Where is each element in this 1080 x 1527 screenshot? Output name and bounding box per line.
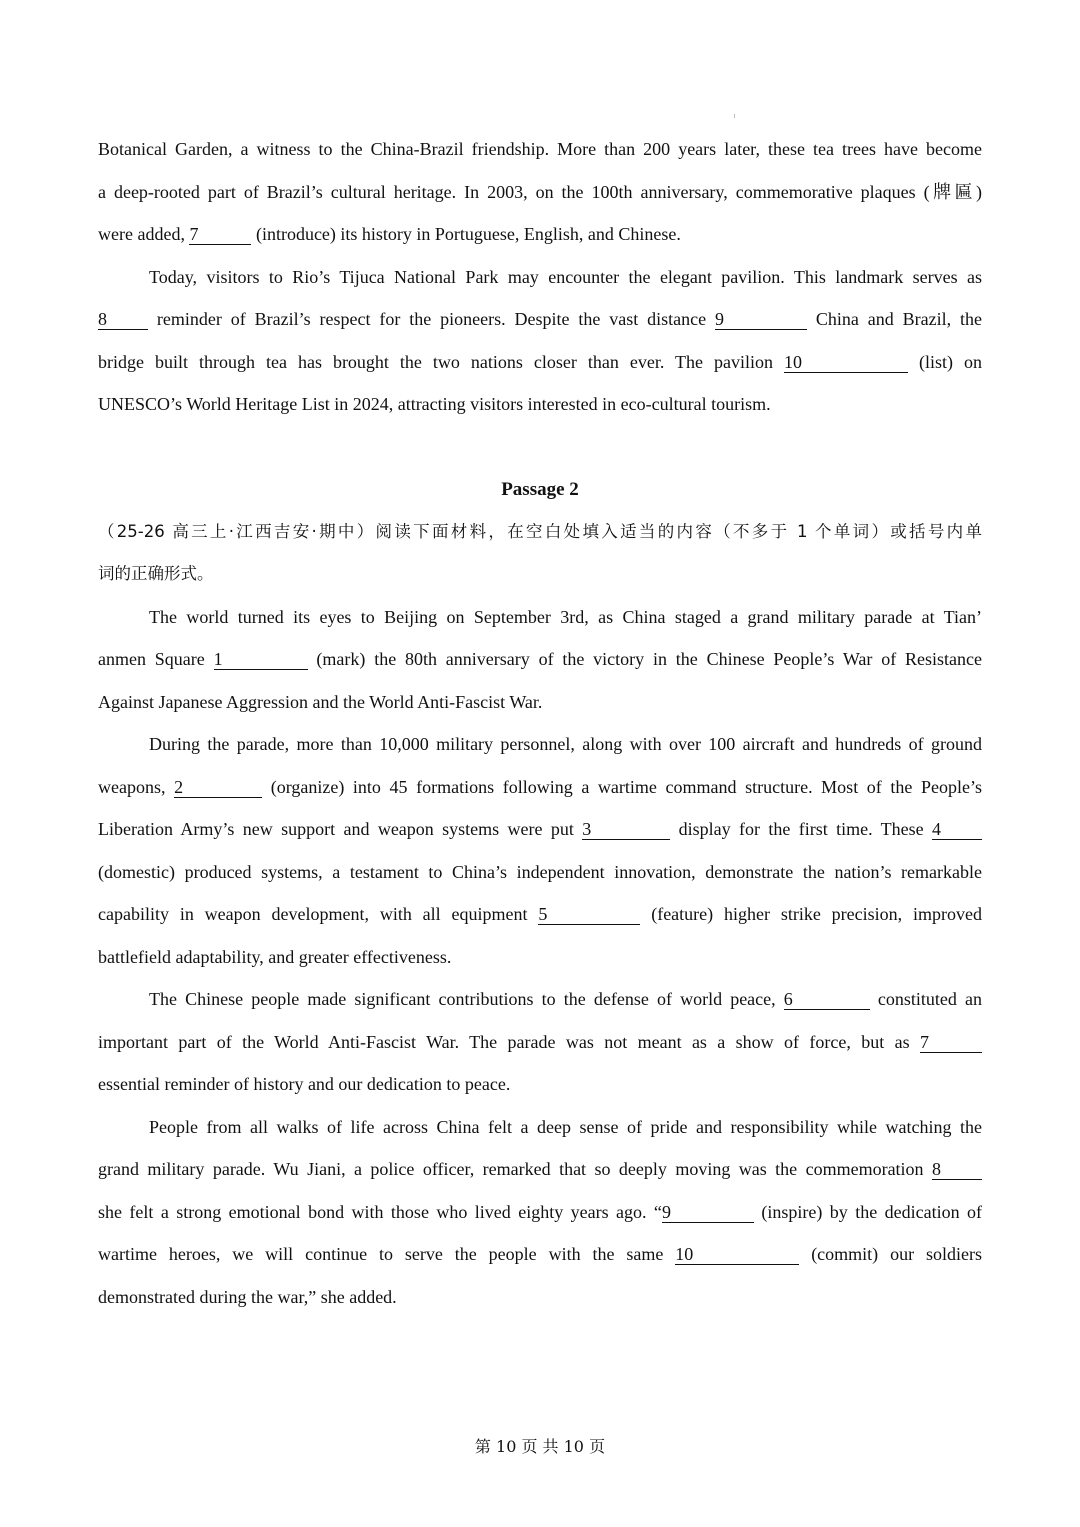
text-line xyxy=(98,936,982,979)
text-line xyxy=(98,256,982,299)
text-segment: Liberation Army’s new support and weapon systems were put xyxy=(98,819,583,839)
text-line xyxy=(98,213,982,256)
text-line xyxy=(98,1021,982,1064)
text-line xyxy=(98,1106,982,1149)
text-line xyxy=(98,978,982,1021)
text-line xyxy=(98,766,982,809)
passage-2-title: Passage 2 xyxy=(501,478,579,500)
text-segment: China and Brazil, the xyxy=(806,309,982,329)
text-line xyxy=(98,1148,982,1191)
answer-blank[interactable]: 7 xyxy=(920,1032,982,1053)
text-segment: essential reminder of history and our dedication to peace. xyxy=(98,1074,511,1094)
answer-blank[interactable]: 6 xyxy=(784,989,870,1010)
paragraph xyxy=(98,596,982,724)
text-segment: During the parade, more than 10,000 military personnel, along with over 100 aircraft and hundreds of ground xyxy=(149,734,982,754)
answer-blank[interactable]: 5 xyxy=(538,904,640,925)
text-segment: a deep-rooted part of Brazil’s cultural heritage. In 2003, on the 100th anniversary, commemorative plaques (牌匾) xyxy=(98,181,982,202)
text-segment: wartime heroes, we will continue to serve the people with the same xyxy=(98,1244,676,1264)
text-segment: The Chinese people made significant contributions to the defense of world peace, xyxy=(149,989,784,1009)
passage-2-instruction: （25-26 高三上·江西吉安·期中）阅读下面材料，在空白处填入适当的内容（不多于 1 个单词）或括号内单 词的正确形式。 xyxy=(98,521,982,583)
text-line xyxy=(98,893,982,936)
text-segment: UNESCO’s World Heritage List in 2024, attracting visitors interested in eco-cultural tourism. xyxy=(98,394,771,414)
text-segment: grand military parade. Wu Jiani, a police officer, remarked that so deeply moving was the commemoration xyxy=(98,1159,932,1179)
text-line xyxy=(98,723,982,766)
paragraph xyxy=(98,128,982,256)
text-segment: (introduce) its history in Portuguese, English, and Chinese. xyxy=(251,224,681,244)
text-segment: weapons, xyxy=(98,776,175,797)
text-segment: People from all walks of life across China felt a deep sense of pride and responsibility while watching the xyxy=(149,1116,982,1137)
text-segment: bridge built through tea has brought the two nations closer than ever. The pavilion xyxy=(98,351,784,372)
text-segment: (mark) the 80th anniversary of the victory in the Chinese People’s War of Resistance xyxy=(307,649,982,669)
answer-blank[interactable]: 9 xyxy=(662,1202,754,1223)
text-segment: (domestic) produced systems, a testament to China’s independent innovation, demonstrate the nation’s remarkable xyxy=(98,861,982,882)
text-segment: (organize) into 45 formations following a wartime command structure. Most of the People’s xyxy=(262,776,982,797)
text-line xyxy=(98,128,982,171)
text-segment: (list) on xyxy=(908,351,982,372)
text-segment: she felt a strong emotional bond with those who lived eighty years ago. “ xyxy=(98,1201,662,1222)
text-segment: were added, xyxy=(98,224,190,244)
text-segment: battlefield adaptability, and greater effectiveness. xyxy=(98,946,452,967)
text-segment: Against Japanese Aggression and the World Anti-Fascist War. xyxy=(98,691,543,712)
answer-blank[interactable]: 10 xyxy=(784,352,908,373)
answer-blank[interactable]: 8 xyxy=(98,309,148,330)
text-segment: The world turned its eyes to Beijing on September 3rd, as China staged a grand military parade at Tian’ xyxy=(149,606,982,627)
text-segment: anmen Square xyxy=(98,649,214,669)
text-line xyxy=(98,1276,982,1319)
paragraph xyxy=(98,723,982,978)
text-line xyxy=(98,341,982,384)
text-line xyxy=(98,383,982,426)
text-segment: Botanical Garden, a witness to the China-Brazil friendship. More than 200 years later, these tea trees have become xyxy=(98,139,982,159)
paragraph xyxy=(98,1106,982,1319)
passage-1 xyxy=(98,128,982,426)
scan-mark xyxy=(734,114,735,118)
answer-blank[interactable]: 3 xyxy=(582,819,670,840)
text-line xyxy=(98,851,982,894)
page-content xyxy=(98,128,982,1318)
text-line xyxy=(98,171,982,214)
answer-blank[interactable]: 7 xyxy=(189,224,251,245)
page-footer: 第 10 页 共 10 页 xyxy=(474,1437,606,1456)
paragraph xyxy=(98,256,982,426)
answer-blank[interactable]: 2 xyxy=(174,777,262,798)
text-segment: important part of the World Anti-Fascist War. The parade was not meant as a show of force, but as xyxy=(98,1031,920,1052)
text-segment: reminder of Brazil’s respect for the pioneers. Despite the vast distance xyxy=(148,309,715,329)
text-segment: Today, visitors to Rio’s Tijuca National Park may encounter the elegant pavilion. This landmark serves as xyxy=(149,266,982,287)
text-segment: display for the first time. These xyxy=(670,819,932,839)
text-line xyxy=(98,1233,982,1276)
text-line xyxy=(98,1191,982,1234)
text-segment: constituted an xyxy=(869,989,983,1009)
passage-2 xyxy=(98,596,982,1319)
answer-blank[interactable]: 1 xyxy=(214,649,308,670)
answer-blank[interactable]: 10 xyxy=(675,1244,799,1265)
text-segment: (inspire) by the dedication of xyxy=(753,1201,983,1222)
text-line xyxy=(98,1063,982,1106)
paragraph xyxy=(98,978,982,1106)
text-line xyxy=(98,298,982,341)
answer-blank[interactable]: 9 xyxy=(715,309,807,330)
text-line xyxy=(98,681,982,724)
answer-blank[interactable]: 4 xyxy=(932,819,982,840)
text-line xyxy=(98,596,982,639)
text-segment: (commit) our soldiers xyxy=(799,1244,982,1264)
answer-blank[interactable]: 8 xyxy=(932,1159,982,1180)
text-segment: demonstrated during the war,” she added. xyxy=(98,1286,397,1307)
text-segment: (feature) higher strike precision, improved xyxy=(640,904,982,924)
text-segment: capability in weapon development, with all equipment xyxy=(98,904,539,924)
text-line xyxy=(98,808,982,851)
text-line xyxy=(98,638,982,681)
